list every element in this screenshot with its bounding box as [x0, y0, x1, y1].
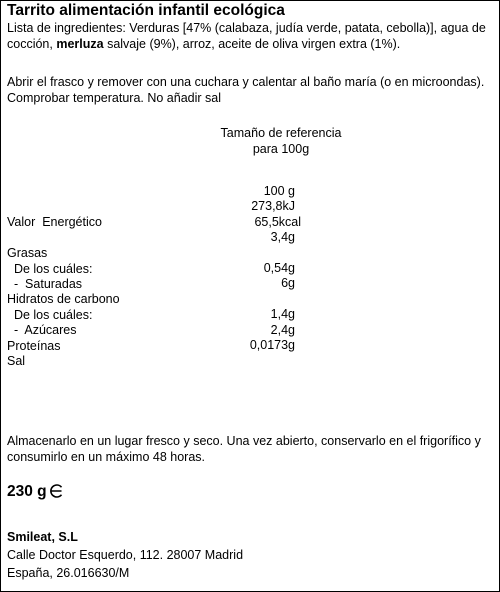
nutrition-value: 65,5kcal: [254, 214, 301, 229]
nutrition-label: Grasas: [7, 246, 48, 261]
nutrition-row: [7, 337, 307, 368]
nutrition-row: [7, 229, 307, 261]
ingredients-highlight: merluza: [56, 37, 104, 51]
ingredients-text-start: Lista de ingredientes: Verduras [47% (calabaza, judía verde, patata, cebolla)], agua de cocción,: [7, 21, 486, 51]
estimated-sign-icon: [49, 483, 63, 499]
nutrition-value: 100 g: [263, 184, 295, 198]
nutrition-value: 6g: [281, 276, 295, 291]
reference-size: [201, 125, 361, 157]
nutrition-label: Proteínas: [7, 338, 61, 353]
nutrition-label: Valor Energético: [7, 215, 102, 230]
nutrition-table: [7, 183, 307, 368]
reference-size-line-2: para 100g: [252, 142, 310, 156]
nutrition-label: - Azúcares: [7, 323, 77, 338]
net-weight-value: 230 g: [7, 483, 47, 500]
nutrition-value: 1,4g: [270, 307, 295, 322]
ingredients-text-end: salvaje (9%), arroz, aceite de oliva virgen extra (1%).: [103, 37, 401, 51]
reference-size-line-1: Tamaño de referencia: [220, 126, 342, 140]
nutrition-label: Hidratos de carbono: [7, 292, 120, 307]
nutrition-value: 3,4g: [270, 230, 295, 245]
preparation-instructions: Abrir el frasco y remover con una cuchara y calentar al baño maría (o en microondas). Comprobar temperatura. No añadir sal: [7, 75, 485, 105]
nutrition-row: [7, 183, 307, 198]
storage-instructions: Almacenarlo en un lugar fresco y seco. Una vez abierto, conservarlo en el frigorífico y consumirlo en un máximo 48 horas.: [7, 434, 481, 464]
nutrition-label: De los cuáles:: [7, 307, 93, 322]
nutrition-value: 2,4g: [270, 322, 295, 337]
nutrition-label: De los cuáles:: [7, 261, 93, 276]
company-info: [7, 528, 243, 582]
nutrition-value: 273,8kJ: [251, 199, 295, 214]
company-country: España, 26.016630/M: [7, 566, 130, 580]
nutrition-label: Sal: [7, 353, 26, 368]
nutrition-value: 0,0173g: [249, 337, 295, 352]
company-address: Calle Doctor Esquerdo, 112. 28007 Madrid: [7, 548, 244, 562]
net-weight: [7, 483, 63, 501]
product-title: Tarrito alimentación infantil ecológica: [7, 2, 285, 19]
nutrition-value: 0,54g: [263, 260, 295, 275]
ingredients-list: [7, 20, 487, 52]
nutrition-row: [7, 275, 307, 307]
company-name: Smileat, S.L: [7, 530, 78, 544]
nutrition-row: [7, 214, 307, 229]
nutrition-label: - Saturadas: [7, 276, 83, 291]
